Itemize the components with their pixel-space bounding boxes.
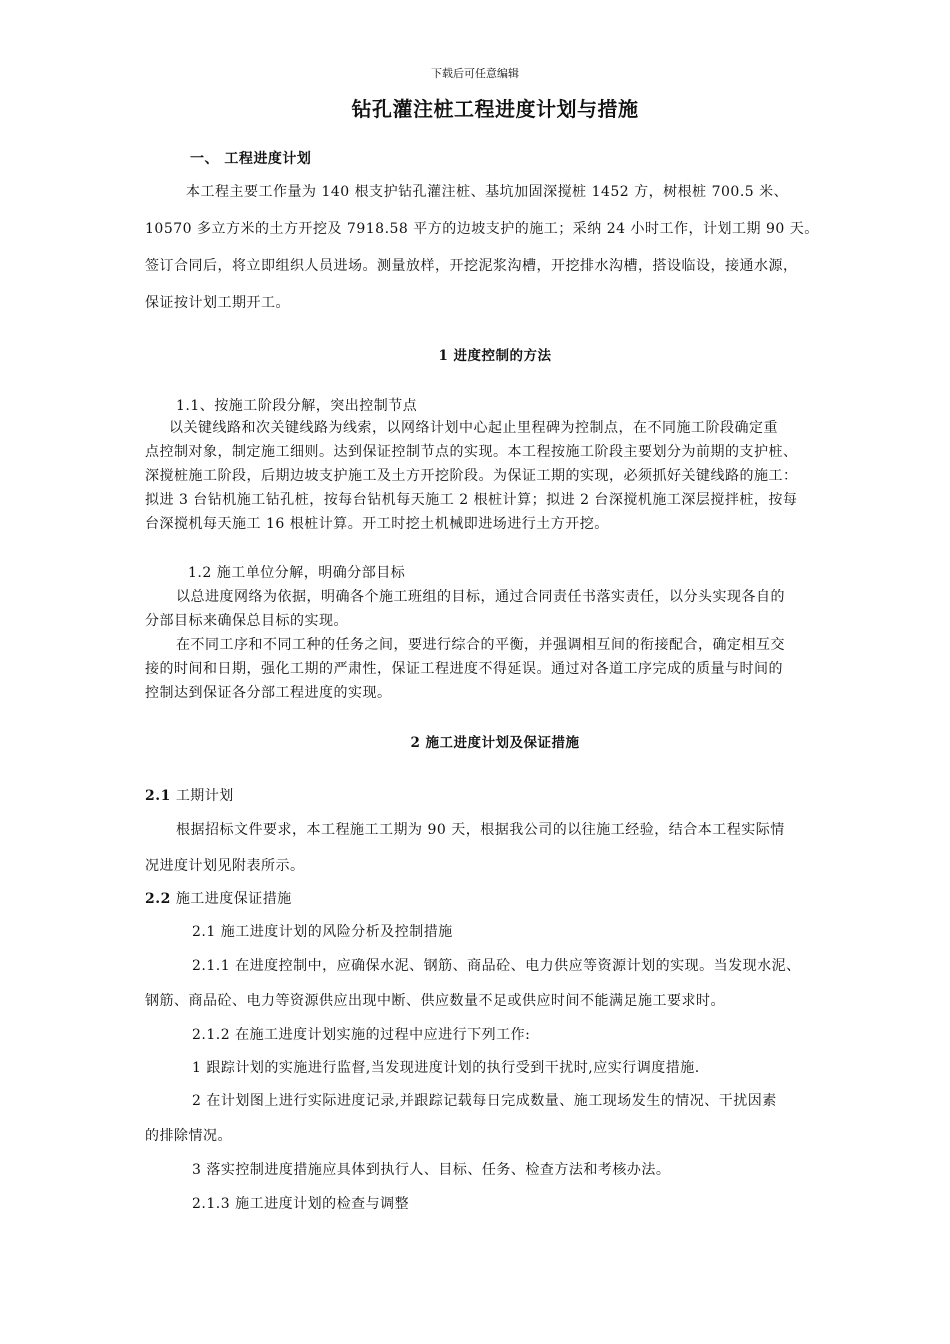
section1-line-2: 10570 多立方米的土方开挖及 7918.58 平方的边坡支护的施工；采纳 24 小时工作，计划工期 90 天。 <box>145 221 819 237</box>
section-2-1-line-1: 根据招标文件要求，本工程施工工期为 90 天，根据我公司的以往施工经验，结合本工程实际情 <box>176 822 785 838</box>
section-2-1-title <box>145 788 234 804</box>
page-header-note: 下载后可任意编辑 <box>431 67 519 80</box>
part1-sub1-line-2: 点控制对象，制定施工细则。达到保证控制节点的实现。本工程按施工阶段主要划分为前期的支护桩、 <box>145 444 798 460</box>
section1-line-4: 保证按计划工期开工。 <box>145 295 290 311</box>
part1-sub2-line-2: 分部目标来确保总目标的实现。 <box>145 613 348 629</box>
section-2-2-line-5: 1 跟踪计划的实施进行监督,当发现进度计划的执行受到干扰时,应实行调度措施. <box>192 1060 700 1076</box>
part1-heading: 1 进度控制的方法 <box>438 348 552 364</box>
part1-sub1-line-1: 以关键线路和次关键线路为线索，以网络计划中心起止里程碑为控制点，在不同施工阶段确定重 <box>169 420 778 436</box>
section-2-2-line-8: 3 落实控制进度措施应具体到执行人、目标、任务、检查方法和考核办法。 <box>192 1162 671 1178</box>
part1-sub2-line-3: 在不同工序和不同工种的任务之间，要进行综合的平衡，并强调相互间的衔接配合，确定相互交 <box>176 637 785 653</box>
section1-line-1: 本工程主要工作量为 140 根支护钻孔灌注桩、基坑加固深搅桩 1452 方，树根桩 700.5 米、 <box>186 184 789 200</box>
section-2-2-line-6: 2 在计划图上进行实际进度记录,并跟踪记载每日完成数量、施工现场发生的情况、干扰因素 <box>192 1093 777 1109</box>
part1-sub1-heading: 1.1、按施工阶段分解，突出控制节点 <box>176 398 418 414</box>
part2-heading: 2 施工进度计划及保证措施 <box>410 735 580 751</box>
part1-sub2-line-1: 以总进度网络为依据，明确各个施工班组的目标，通过合同责任书落实责任，以分头实现各自的 <box>176 589 785 605</box>
section1-heading: 一、 工程进度计划 <box>190 151 312 167</box>
section1-line-3: 签订合同后，将立即组织人员进场。测量放样，开挖泥浆沟槽，开挖排水沟槽，搭设临设，接通水源， <box>145 258 798 274</box>
part1-sub1-line-3: 深搅桩施工阶段，后期边坡支护施工及土方开挖阶段。为保证工期的实现，必须抓好关键线路的施工： <box>145 468 798 484</box>
section-2-2-line-2: 2.1.1 在进度控制中，应确保水泥、钢筋、商品砼、电力供应等资源计划的实现。当发现水泥、 <box>192 958 801 974</box>
section-2-2-line-4: 2.1.2 在施工进度计划实施的过程中应进行下列工作: <box>192 1027 531 1043</box>
part1-sub2-line-5: 控制达到保证各分部工程进度的实现。 <box>145 685 392 701</box>
section-2-1-label: 工期计划 <box>175 788 234 804</box>
part1-sub2-line-4: 接的时间和日期，强化工期的严肃性，保证工程进度不得延误。通过对各道工序完成的质量与时间的 <box>145 661 783 677</box>
part1-sub1-line-4: 拟进 3 台钻机施工钻孔桩，按每台钻机每天施工 2 根桩计算；拟进 2 台深搅机施工深层搅拌桩，按每 <box>145 492 798 508</box>
part1-sub2-heading: 1.2 施工单位分解，明确分部目标 <box>188 565 406 581</box>
part1-sub1-line-5: 台深搅机每天施工 16 根桩计算。开工时挖土机械即进场进行土方开挖。 <box>145 516 609 532</box>
section-2-2-line-9: 2.1.3 施工进度计划的检查与调整 <box>192 1196 410 1212</box>
section-2-2-line-3: 钢筋、商品砼、电力等资源供应出现中断、供应数量不足或供应时间不能满足施工要求时。 <box>145 993 725 1009</box>
document-title: 钻孔灌注桩工程进度计划与措施 <box>351 97 639 121</box>
section-2-2-title <box>145 891 292 907</box>
section-2-2-number: 2.2 <box>145 891 171 907</box>
section-2-2-line-7: 的排除情况。 <box>145 1128 232 1144</box>
section-2-1-line-2: 况进度计划见附表所示。 <box>145 858 305 874</box>
section-2-2-line-1: 2.1 施工进度计划的风险分析及控制措施 <box>192 924 453 940</box>
section-2-2-label: 施工进度保证措施 <box>175 891 292 907</box>
section-2-1-number: 2.1 <box>145 788 171 804</box>
